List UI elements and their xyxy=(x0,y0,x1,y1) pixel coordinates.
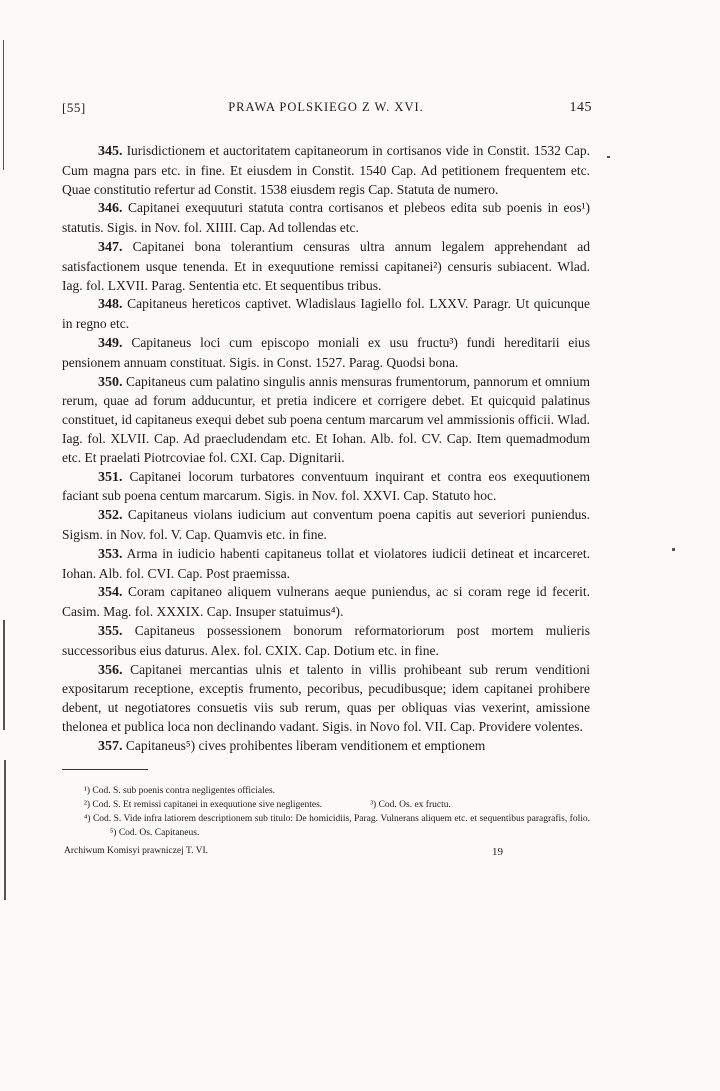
entry-text: Capitaneus cum palatino singulis annis mensuras frumentorum, pannorum et omnium rerum, quae ad forum adducuntur, et pretia indicere et corrigere debet. Et quicquid palatinus constituet, id capitaneus exequi debet sub poena centum marcarum vel ammissionis officii. Wlad. Iag. fol. XLVII. Cap. Ad praecludendam etc. Et Iohan. Alb. fol. CV. Cap. Item quemadmodum etc. Et praelati Piotrcoviae fol. CXI. Cap. Dignitarii. xyxy=(62,373,591,465)
entry-text: Capitanei bona tolerantium censuras ultra annum legalem apprehendant ad satisfactionem usque tenenda. Et in exequutione remissi capitanei²) censuris subiacent. Wlad. Iag. fol. LXVII. Parag. Sententia etc. Et sequentibus tribus. xyxy=(62,238,591,293)
running-title: PRAWA POLSKIEGO Z W. XVI. xyxy=(228,100,424,114)
entry-355 xyxy=(62,622,590,661)
series-title: Archiwum Komisyi prawniczej T. VI. xyxy=(64,845,209,856)
scan-dot xyxy=(672,548,675,551)
page xyxy=(62,100,590,866)
body-text xyxy=(62,142,590,757)
entry-text: Capitanei locorum turbatores conventuum inquirant et contra eos exequutionem faciant sub poena centum marcarum. Sigis. in Nov. fol. XXVI. Cap. Statuto hoc. xyxy=(62,468,591,504)
entry-number: 350. xyxy=(98,374,123,390)
entry-number: 352. xyxy=(98,508,123,524)
entry-text: Capitanei mercantias ulnis et talento in villis prohibeant sub rerum venditioni expositarum receptione, exceptis frumento, pecoribus, pecudibusque; idem capitanei prohibere debent, ut negotiatores consuetis viis sub rerum, quas per obliquas vias vexerint, amissione thelonea et publica loca non declinando vadant. Sigis. in Novo fol. VII. Cap. Providere volentes. xyxy=(62,661,591,734)
entry-text: Capitaneus hereticos captivet. Wladislaus Iagiello fol. LXXV. Paragr. Ut quicunque in regno etc. xyxy=(62,296,591,332)
scan-dot xyxy=(607,156,610,158)
printer-signature: 19 xyxy=(492,845,503,858)
footnote-4: ⁴) Cod. S. Vide infra latiorem descriptionem sub titulo: De homicidiis, Parag. Vulnerans aliquem etc. et sequentibus paragrafis, folio. xyxy=(84,813,590,824)
scan-margin-mark xyxy=(3,620,5,730)
entry-351 xyxy=(62,468,590,507)
page-number: 145 xyxy=(569,100,592,115)
entry-number: 345. xyxy=(98,144,123,159)
footnote-2: ²) Cod. S. Et remissi capitanei in exequutione sive negligentes. xyxy=(84,799,323,810)
entry-356 xyxy=(62,661,590,737)
footnote-1: ¹) Cod. S. sub poenis contra negligentes officiales. xyxy=(84,785,276,796)
entry-text: Iurisdictionem et auctoritatem capitaneorum in cortisanos vide in Constit. 1532 Cap. Cum magna pars etc. in fine. Et eiusdem in Constit. 1540 Cap. Ad petitionem frequentem etc. Quae constitutio refertur ad Constit. 1538 eiusdem regis Cap. Statuta de numero. xyxy=(62,143,590,197)
entry-345 xyxy=(62,142,590,199)
footnote-3: ³) Cod. Os. ex fructu. xyxy=(370,799,451,810)
footnote-5: ⁵) Cod. Os. Capitaneus. xyxy=(110,827,200,838)
entry-number: 353. xyxy=(98,546,123,562)
entry-text: Capitaneus loci cum episcopo moniali ex usu fructu³) fundi hereditarii eius pensionem annuam constituat. Sigis. in Const. 1527. Parag. Quodsi bona. xyxy=(62,334,590,370)
entry-349 xyxy=(62,334,590,373)
entry-number: 347. xyxy=(98,239,123,255)
page-footer xyxy=(62,846,590,866)
footnote-2-3 xyxy=(62,798,590,812)
entry-350 xyxy=(62,373,590,468)
entry-353 xyxy=(62,545,590,584)
entry-number: 349. xyxy=(98,335,123,351)
entry-number: 354. xyxy=(98,585,123,601)
entry-347 xyxy=(62,238,590,295)
entry-number: 355. xyxy=(98,623,123,639)
entry-number: 351. xyxy=(98,469,123,485)
entry-352 xyxy=(62,506,590,545)
entry-357 xyxy=(62,737,590,757)
entry-348 xyxy=(62,295,590,334)
entry-text: Capitaneus violans iudicium aut conventum poena capitis aut severiori puniendus. Sigism. in Nov. fol. V. Cap. Quamvis etc. in fine. xyxy=(62,507,591,542)
scan-margin-mark xyxy=(4,760,6,900)
scan-margin-mark xyxy=(3,40,4,170)
entry-text: Capitaneus possessionem bonorum reformatoriorum post mortem mulieris successoribus eius daturus. Alex. fol. CXIX. Cap. Dotium etc. in fine. xyxy=(62,622,591,658)
entry-number: 348. xyxy=(98,297,123,313)
entry-text: Capitanei exequuturi statuta contra cortisanos et plebeos edita sub poenis in eos¹) statutis. Sigis. in Nov. fol. XIIII. Cap. Ad tollendas etc. xyxy=(62,200,591,236)
section-mark: [55] xyxy=(62,100,86,115)
footnote-divider xyxy=(62,769,148,770)
footnotes xyxy=(62,784,590,840)
entry-text: Arma in iudicio habenti capitaneus tollat et violatores iudicii detineat et incarceret. Iohan. Alb. fol. CVI. Cap. Post praemissa. xyxy=(62,545,590,581)
entry-text: Capitaneus⁵) cives prohibentes liberam venditionem et emptionem xyxy=(125,737,486,753)
footnote-4-5 xyxy=(62,812,590,840)
entry-number: 356. xyxy=(98,662,123,678)
running-header xyxy=(62,100,590,124)
entry-354 xyxy=(62,583,590,622)
entry-346 xyxy=(62,199,590,238)
entry-number: 346. xyxy=(98,201,123,217)
entry-number: 357. xyxy=(98,738,123,754)
entry-text: Coram capitaneo aliquem vulnerans aeque puniendus, ac si coram rege id fecerit. Casim. Mag. fol. XXXIX. Cap. Insuper statuimus⁴). xyxy=(62,584,591,620)
